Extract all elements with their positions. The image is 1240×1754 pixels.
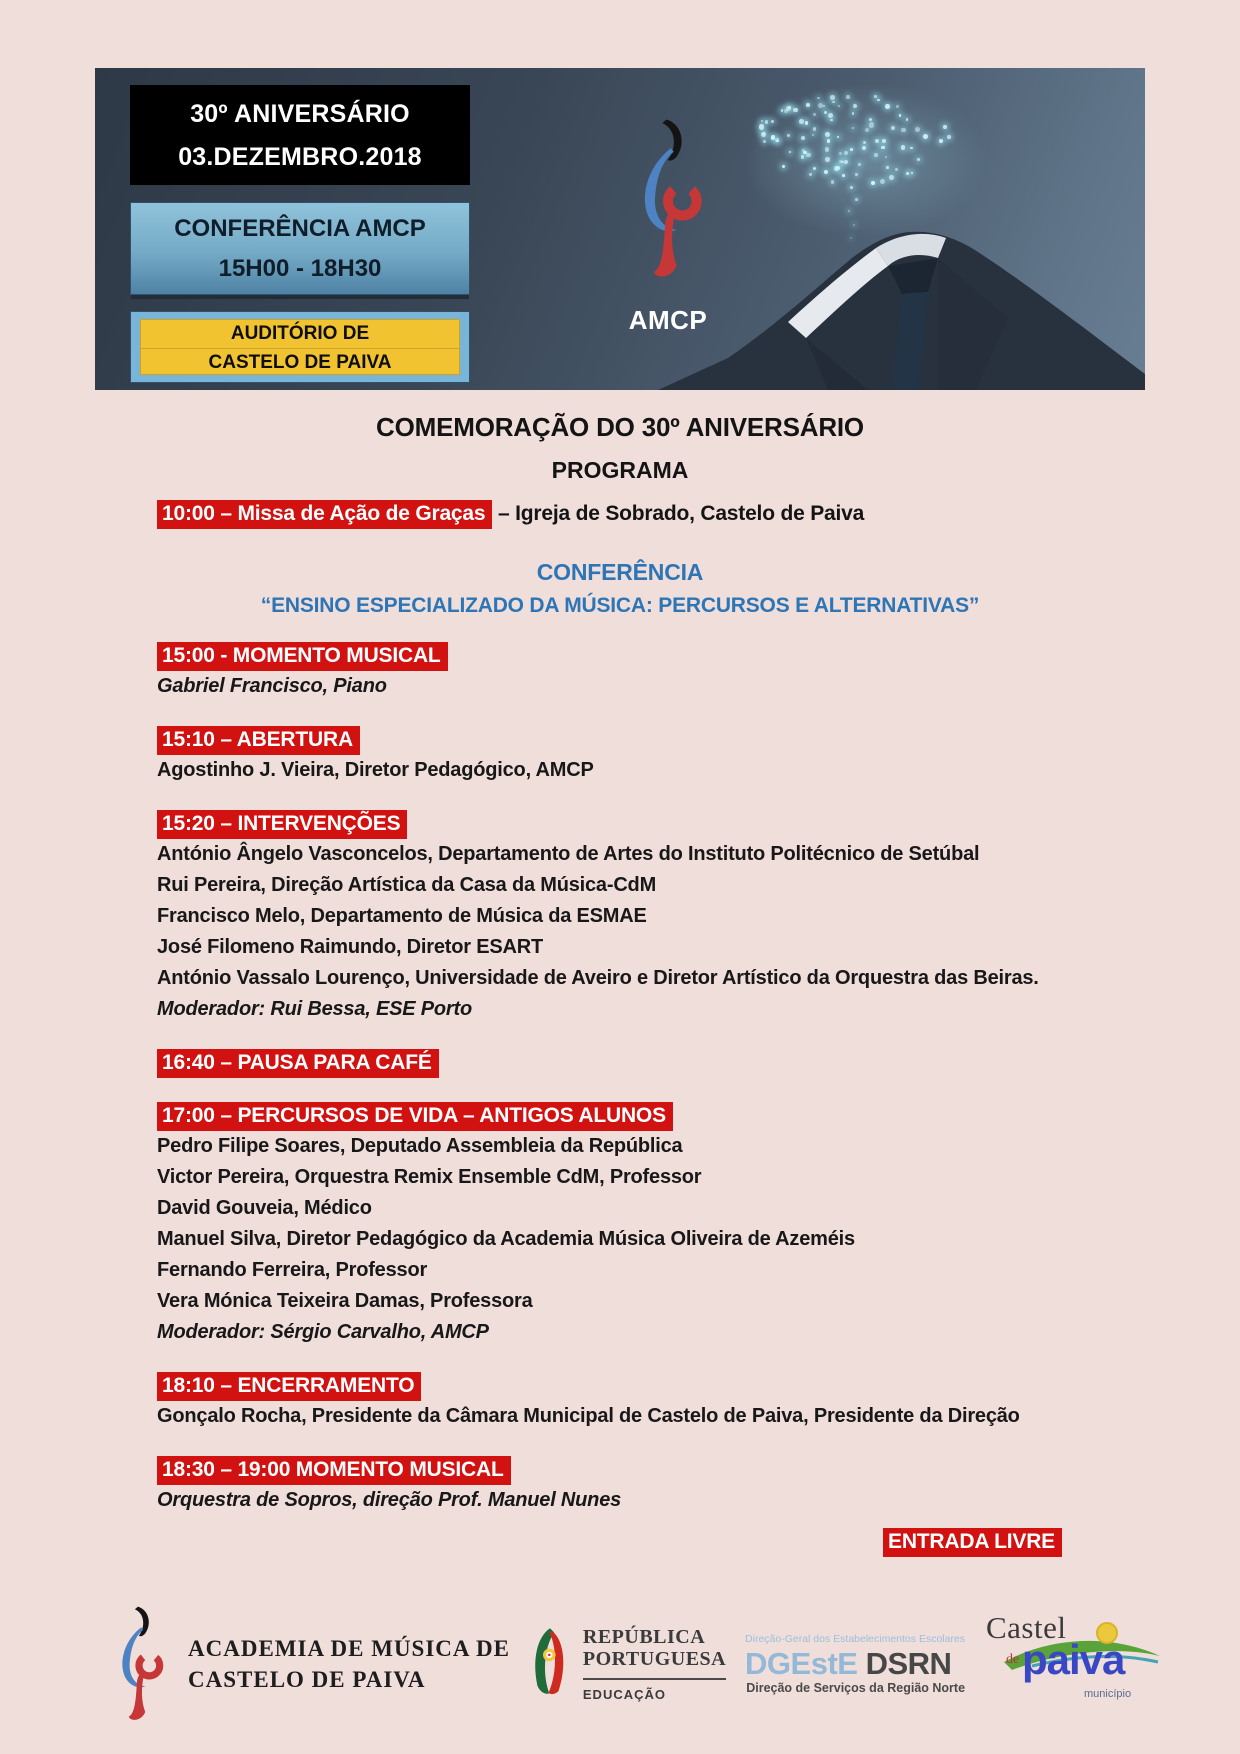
conference-box bbox=[130, 202, 470, 295]
republica-main bbox=[583, 1626, 726, 1680]
amcp-clef-icon bbox=[108, 1593, 170, 1735]
academia-name-line1: ACADEMIA DE MÚSICA DE bbox=[188, 1636, 510, 1661]
anniversary-label: 30º ANIVERSÁRIO bbox=[190, 100, 410, 128]
entrada-livre-badge: ENTRADA LIVRE bbox=[883, 1528, 1062, 1557]
program-line: António Vassalo Lourenço, Universidade de Aveiro e Diretor Artístico da Orquestra das Beiras. bbox=[157, 967, 1039, 989]
de-text: de bbox=[1005, 1652, 1020, 1667]
program-line: Fernando Ferreira, Professor bbox=[157, 1259, 428, 1281]
program-line: Manuel Silva, Diretor Pedagógico da Academia Música Oliveira de Azeméis bbox=[157, 1228, 855, 1250]
program-line: José Filomeno Raimundo, Diretor ESART bbox=[157, 936, 543, 958]
page-title: COMEMORAÇÃO DO 30º ANIVERSÁRIO bbox=[376, 412, 864, 442]
republica-portuguesa-logo bbox=[529, 1621, 726, 1707]
venue-line2: CASTELO DE PAIVA bbox=[208, 352, 392, 373]
dgeste-main-label bbox=[745, 1645, 965, 1681]
program-section bbox=[157, 810, 1083, 1025]
header-banner bbox=[95, 68, 1145, 390]
program-line: Orquestra de Sopros, direção Prof. Manuel Nunes bbox=[157, 1489, 622, 1511]
academia-logo bbox=[108, 1593, 510, 1735]
amcp-logo-label: AMCP bbox=[628, 305, 708, 335]
republica-text bbox=[583, 1626, 726, 1702]
conference-hours: 15H00 - 18H30 bbox=[218, 255, 382, 282]
program-section bbox=[157, 1372, 1083, 1432]
program-line: Francisco Melo, Departamento de Música da ESMAE bbox=[157, 905, 647, 927]
program-line: David Gouveia, Médico bbox=[157, 1197, 372, 1219]
venue-frame bbox=[130, 311, 470, 383]
castel-text: Castel bbox=[985, 1610, 1067, 1645]
conference-title: CONFERÊNCIA AMCP bbox=[174, 215, 426, 242]
program-line: António Ângelo Vasconcelos, Departamento de Artes do Instituto Politécnico de Setúbal bbox=[157, 843, 980, 865]
dgeste-top-label: Direção-Geral dos Estabelecimentos Escolares bbox=[745, 1633, 966, 1645]
section-time-header: 18:30 – 19:00 MOMENTO MUSICAL bbox=[157, 1456, 511, 1485]
entrada-livre-wrap bbox=[157, 1528, 1083, 1557]
paiva-text: paiva bbox=[1021, 1636, 1125, 1683]
castelo-de-paiva-logo bbox=[984, 1608, 1162, 1720]
dgeste-bottom-label: Direção de Serviços da Região Norte bbox=[746, 1680, 966, 1695]
program-section bbox=[157, 1049, 1083, 1078]
footer-logos bbox=[0, 1584, 1240, 1744]
conference-heading: CONFERÊNCIA bbox=[536, 559, 704, 585]
venue-box bbox=[140, 319, 460, 375]
date-box bbox=[130, 85, 470, 185]
republica-line1: REPÚBLICA bbox=[582, 1626, 706, 1648]
section-time-header: 18:10 – ENCERRAMENTO bbox=[157, 1372, 421, 1401]
program-line: Vera Mónica Teixeira Damas, Professora bbox=[157, 1290, 533, 1312]
program-line: Pedro Filipe Soares, Deputado Assembleia da República bbox=[157, 1135, 683, 1157]
program-sections bbox=[157, 642, 1083, 1516]
section-time-header: 15:20 – INTERVENÇÕES bbox=[157, 810, 407, 839]
program-content bbox=[0, 404, 1240, 1557]
program-line: Rui Pereira, Direção Artística da Casa da Música-CdM bbox=[157, 874, 657, 896]
date-label: 03.DEZEMBRO.2018 bbox=[178, 143, 422, 171]
academia-name-line2: CASTELO DE PAIVA bbox=[188, 1667, 426, 1692]
amcp-clef-icon bbox=[625, 100, 711, 298]
program-section bbox=[157, 1456, 1083, 1516]
conference-subheading: “ENSINO ESPECIALIZADO DA MÚSICA: PERCURSOS E ALTERNATIVAS” bbox=[260, 594, 980, 617]
program-subtitle: PROGRAMA bbox=[551, 457, 689, 483]
program-section bbox=[157, 726, 1083, 786]
municipio-text: município bbox=[1083, 1688, 1132, 1700]
program-line: Moderador: Sérgio Carvalho, AMCP bbox=[157, 1321, 489, 1343]
section-time-header: 15:10 – ABERTURA bbox=[157, 726, 360, 755]
educacao-label: EDUCAÇÃO bbox=[582, 1687, 667, 1702]
amcp-logo bbox=[613, 100, 723, 340]
dgeste-acronym: DGEstE bbox=[745, 1645, 858, 1681]
program-line: Gonçalo Rocha, Presidente da Câmara Municipal de Castelo de Paiva, Presidente da Direção bbox=[157, 1405, 1020, 1427]
portugal-flag-icon bbox=[529, 1621, 571, 1707]
program-line: Agostinho J. Vieira, Diretor Pedagógico, AMCP bbox=[157, 759, 594, 781]
mass-location: – Igreja de Sobrado, Castelo de Paiva bbox=[492, 502, 865, 525]
dsrn-acronym: DSRN bbox=[865, 1645, 952, 1681]
dgeste-logo bbox=[745, 1634, 965, 1694]
section-time-header: 15:00 - MOMENTO MUSICAL bbox=[157, 642, 448, 671]
program-line: Gabriel Francisco, Piano bbox=[157, 675, 387, 697]
program-line: Victor Pereira, Orquestra Remix Ensemble CdM, Professor bbox=[157, 1166, 702, 1188]
section-time-header: 17:00 – PERCURSOS DE VIDA – ANTIGOS ALUNOS bbox=[157, 1102, 673, 1131]
brain-lights-image bbox=[743, 82, 973, 247]
program-section bbox=[157, 1102, 1083, 1348]
mass-line bbox=[157, 500, 1083, 529]
program-line: Moderador: Rui Bessa, ESE Porto bbox=[157, 998, 472, 1020]
section-time-header: 16:40 – PAUSA PARA CAFÉ bbox=[157, 1049, 439, 1078]
republica-line2: PORTUGUESA bbox=[582, 1648, 727, 1670]
mass-time-highlight: 10:00 – Missa de Ação de Graças bbox=[157, 500, 492, 529]
academia-name bbox=[188, 1633, 510, 1695]
venue-line1: AUDITÓRIO DE bbox=[141, 320, 459, 349]
program-section bbox=[157, 642, 1083, 702]
